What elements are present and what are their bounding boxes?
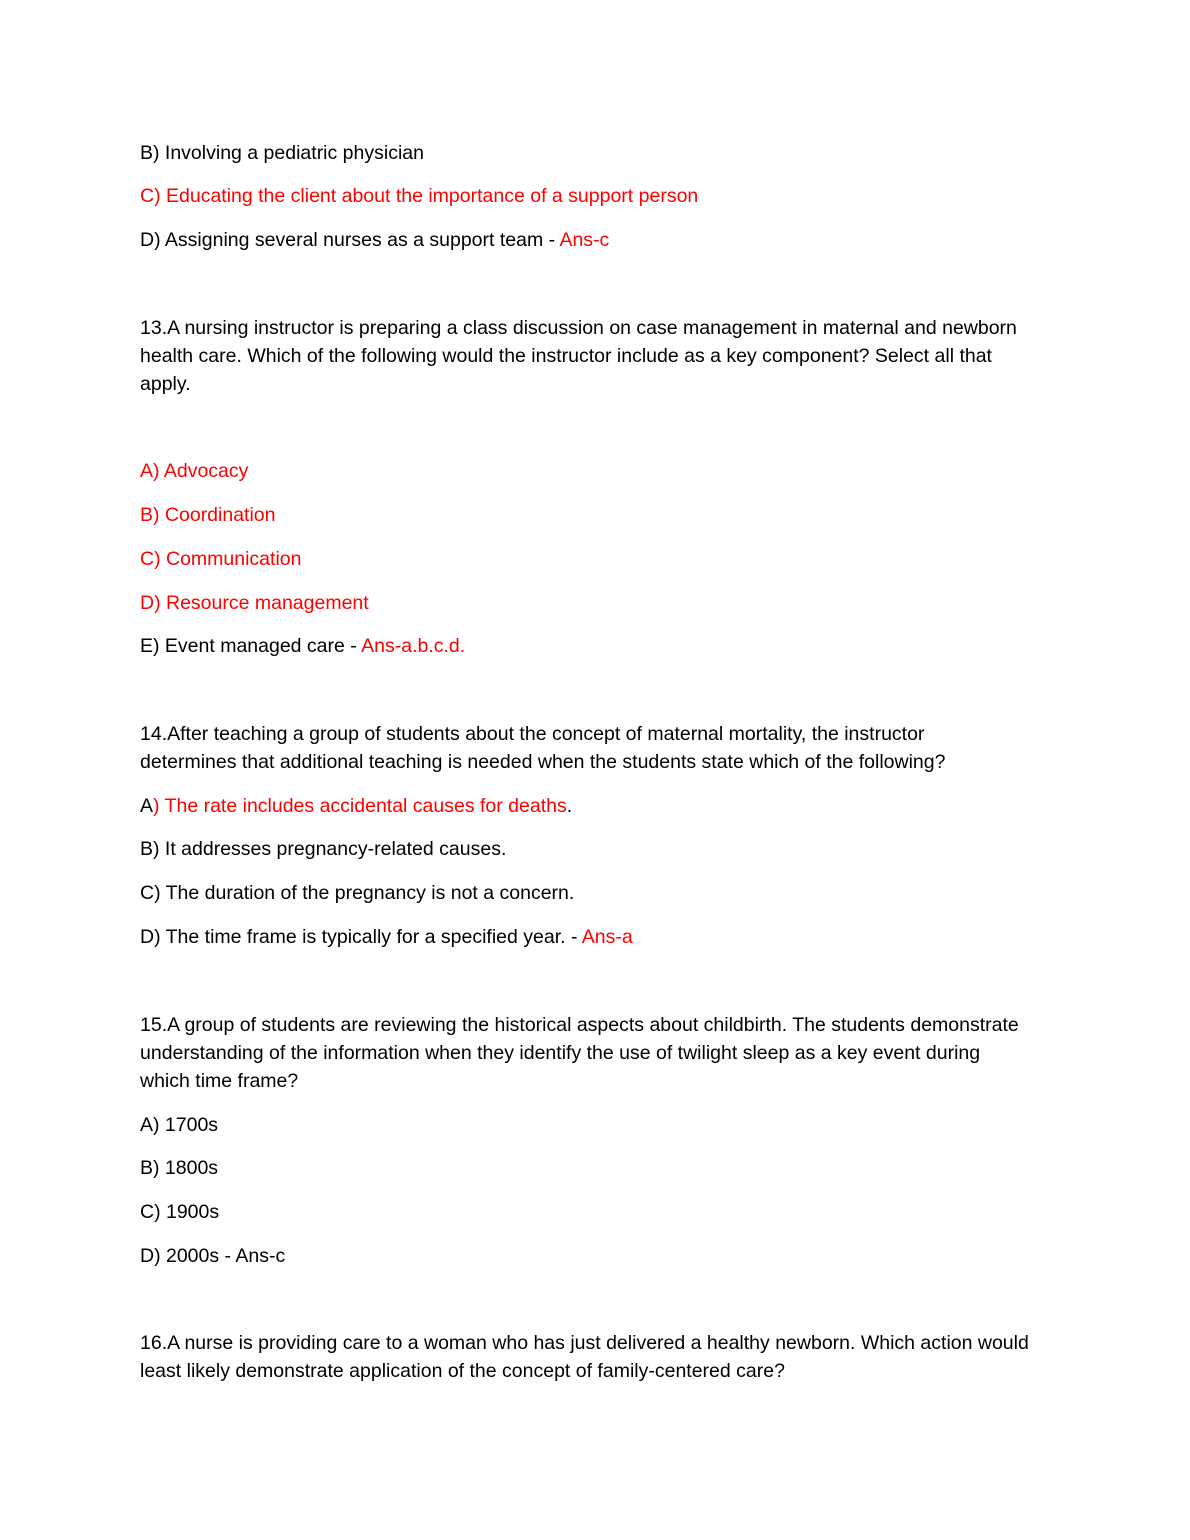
q13-answer: Ans-a.b.c.d. bbox=[361, 635, 466, 657]
q15-option-d: D) 2000s - Ans-c bbox=[140, 1245, 286, 1267]
q15-stem-line1: 15.A group of students are reviewing the historical aspects about childbirth. The students demonstrate bbox=[140, 1014, 1019, 1036]
q15-stem-line2: understanding of the information when they identify the use of twilight sleep as a key event during bbox=[140, 1042, 981, 1064]
q14-stem-line2: determines that additional teaching is needed when the students state which of the following? bbox=[140, 751, 946, 773]
q13-stem-line2: health care. Which of the following would the instructor include as a key component? Select all that bbox=[140, 345, 992, 367]
q14-option-c: C) The duration of the pregnancy is not a concern. bbox=[140, 882, 575, 904]
q14-answer: Ans-a bbox=[581, 926, 633, 948]
q15-option-b: B) 1800s bbox=[140, 1157, 219, 1179]
q12-option-b: B) Involving a pediatric physician bbox=[140, 142, 424, 164]
q16-stem-line2: least likely demonstrate application of the concept of family-centered care? bbox=[140, 1360, 785, 1382]
q13-option-c-correct: C) Communication bbox=[140, 548, 302, 570]
q14-option-d-text: D) The time frame is typically for a specified year. - bbox=[140, 926, 582, 948]
q13-option-e bbox=[140, 632, 1050, 660]
q14-stem-line1: 14.After teaching a group of students about the concept of maternal mortality, the instructor bbox=[140, 723, 925, 745]
q14-option-a-suffix: . bbox=[566, 795, 573, 817]
q12-answer: Ans-c bbox=[559, 229, 610, 251]
q14-option-a-correct: ) The rate includes accidental causes for deaths bbox=[153, 795, 567, 817]
q12-option-d bbox=[140, 226, 1050, 254]
q14-option-a bbox=[140, 792, 1050, 820]
q13-stem-line1: 13.A nursing instructor is preparing a class discussion on case management in maternal and newborn bbox=[140, 317, 1017, 339]
q15-option-a: A) 1700s bbox=[140, 1114, 219, 1136]
q13-option-b-correct: B) Coordination bbox=[140, 504, 276, 526]
q13-option-d-correct: D) Resource management bbox=[140, 592, 369, 614]
q14-option-b: B) It addresses pregnancy-related causes. bbox=[140, 838, 507, 860]
q14-option-a-prefix: A bbox=[140, 795, 154, 817]
q13-option-a-correct: A) Advocacy bbox=[140, 460, 249, 482]
q14-option-d bbox=[140, 923, 1050, 951]
q16-stem-line1: 16.A nurse is providing care to a woman who has just delivered a healthy newborn. Which action would bbox=[140, 1332, 1029, 1354]
q13-option-e-text: E) Event managed care - bbox=[140, 635, 362, 657]
q13-stem-line3: apply. bbox=[140, 373, 191, 395]
q12-option-c-correct: C) Educating the client about the importance of a support person bbox=[140, 185, 699, 207]
q15-stem-line3: which time frame? bbox=[140, 1070, 299, 1092]
q15-option-c: C) 1900s bbox=[140, 1201, 220, 1223]
q12-option-d-text: D) Assigning several nurses as a support team - bbox=[140, 229, 560, 251]
